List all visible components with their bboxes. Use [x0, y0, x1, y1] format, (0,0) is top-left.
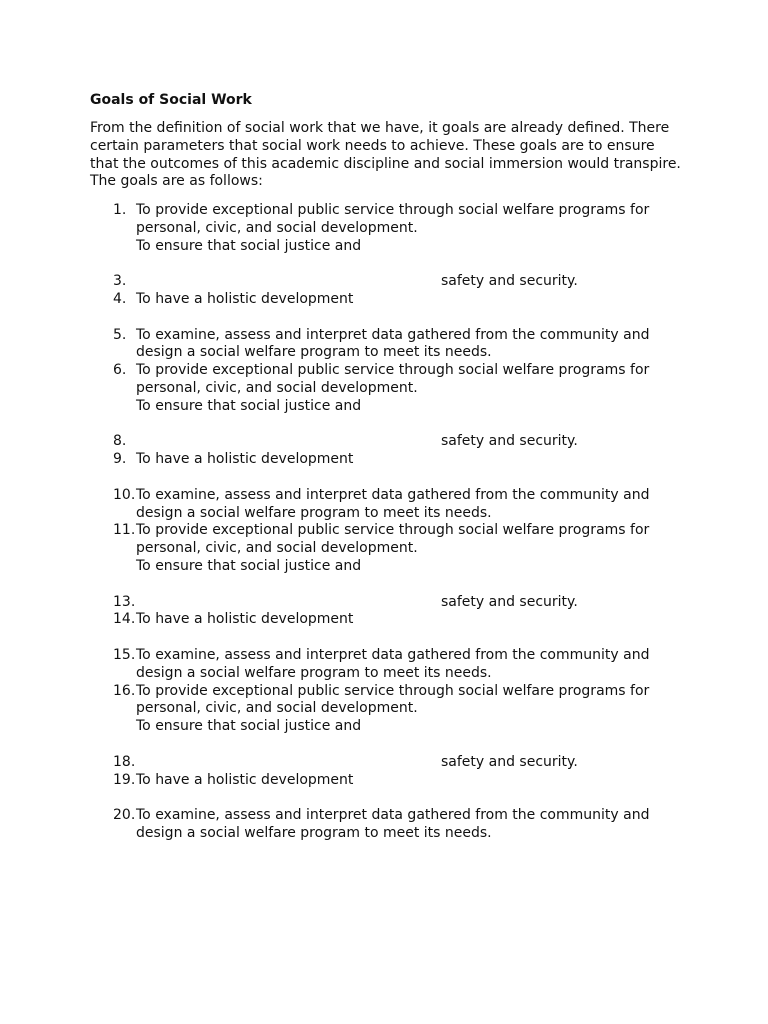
intro-paragraph — [90, 120, 690, 191]
page-title: Goals of Social Work — [90, 92, 252, 108]
list-item-continuation — [0, 238, 768, 256]
list-item — [0, 433, 768, 451]
goals-list — [0, 202, 768, 843]
list-text: design a social welfare program to meet its needs. — [136, 664, 492, 681]
list-number: 6. — [113, 362, 127, 379]
list-number: 10. — [113, 486, 136, 503]
list-number: 11. — [113, 522, 136, 539]
list-item-continuation — [0, 558, 768, 576]
list-text: design a social welfare program to meet its needs. — [136, 824, 492, 841]
list-number: 1. — [113, 202, 127, 218]
list-number: 19. — [113, 771, 136, 788]
list-item — [0, 451, 768, 469]
list-item-continuation — [0, 825, 768, 843]
list-item — [0, 327, 768, 345]
list-text: To examine, assess and interpret data gathered from the community and — [136, 646, 650, 663]
list-text: personal, civic, and social development. — [136, 700, 418, 717]
intro-line: From the definition of social work that we have, it goals are already defined. There — [90, 120, 670, 136]
list-number: 13. — [113, 593, 136, 610]
list-text: To ensure that social justice and — [136, 237, 362, 254]
list-number: 8. — [113, 433, 127, 450]
list-number: 18. — [113, 753, 136, 770]
list-item — [0, 647, 768, 665]
list-number: 20. — [113, 807, 136, 824]
intro-line: certain parameters that social work needs to achieve. These goals are to ensure — [90, 137, 655, 154]
list-text: To have a holistic development — [136, 451, 354, 468]
list-item — [0, 754, 768, 772]
list-item — [0, 594, 768, 612]
list-text: To ensure that social justice and — [136, 718, 362, 735]
list-item-continuation — [0, 344, 768, 362]
list-item — [0, 522, 768, 540]
list-number: 14. — [113, 611, 136, 628]
list-text: design a social welfare program to meet its needs. — [136, 344, 492, 361]
list-number: 5. — [113, 326, 127, 343]
list-text: To examine, assess and interpret data gathered from the community and — [136, 486, 650, 503]
list-item-continuation — [0, 220, 768, 238]
list-item — [0, 291, 768, 309]
list-text: personal, civic, and social development. — [136, 540, 418, 557]
list-text: safety and security. — [441, 753, 578, 770]
list-text: To examine, assess and interpret data gathered from the community and — [136, 326, 650, 343]
list-text: safety and security. — [441, 433, 578, 450]
list-number: 3. — [113, 273, 127, 290]
list-text: personal, civic, and social development. — [136, 219, 418, 236]
list-text: To have a holistic development — [136, 771, 354, 788]
list-item-continuation — [0, 700, 768, 718]
list-item-continuation — [0, 398, 768, 416]
list-item-continuation — [0, 505, 768, 523]
list-text: To ensure that social justice and — [136, 557, 362, 574]
list-text: To provide exceptional public service through social welfare programs for — [136, 202, 650, 218]
list-item — [0, 772, 768, 790]
list-number: 15. — [113, 646, 136, 663]
list-text: To provide exceptional public service through social welfare programs for — [136, 362, 650, 379]
list-text: To examine, assess and interpret data gathered from the community and — [136, 807, 650, 824]
list-text: To ensure that social justice and — [136, 397, 362, 414]
list-text: To have a holistic development — [136, 611, 354, 628]
list-item — [0, 807, 768, 825]
list-text: design a social welfare program to meet its needs. — [136, 504, 492, 521]
list-number: 9. — [113, 451, 127, 468]
list-item-continuation — [0, 665, 768, 683]
list-item-continuation — [0, 540, 768, 558]
list-text: safety and security. — [441, 273, 578, 290]
intro-line: The goals are as follows: — [90, 173, 263, 190]
list-item-continuation — [0, 718, 768, 736]
list-number: 16. — [113, 682, 136, 699]
list-number: 4. — [113, 290, 127, 307]
list-item — [0, 362, 768, 380]
list-item — [0, 273, 768, 291]
list-text: safety and security. — [441, 593, 578, 610]
list-text: personal, civic, and social development. — [136, 379, 418, 396]
intro-line: that the outcomes of this academic discipline and social immersion would transpire. — [90, 155, 681, 172]
list-item — [0, 611, 768, 629]
list-item-continuation — [0, 380, 768, 398]
list-item — [0, 487, 768, 505]
list-text: To provide exceptional public service through social welfare programs for — [136, 522, 650, 539]
list-text: To have a holistic development — [136, 290, 354, 307]
list-item — [0, 202, 768, 220]
list-item — [0, 683, 768, 701]
list-text: To provide exceptional public service through social welfare programs for — [136, 682, 650, 699]
